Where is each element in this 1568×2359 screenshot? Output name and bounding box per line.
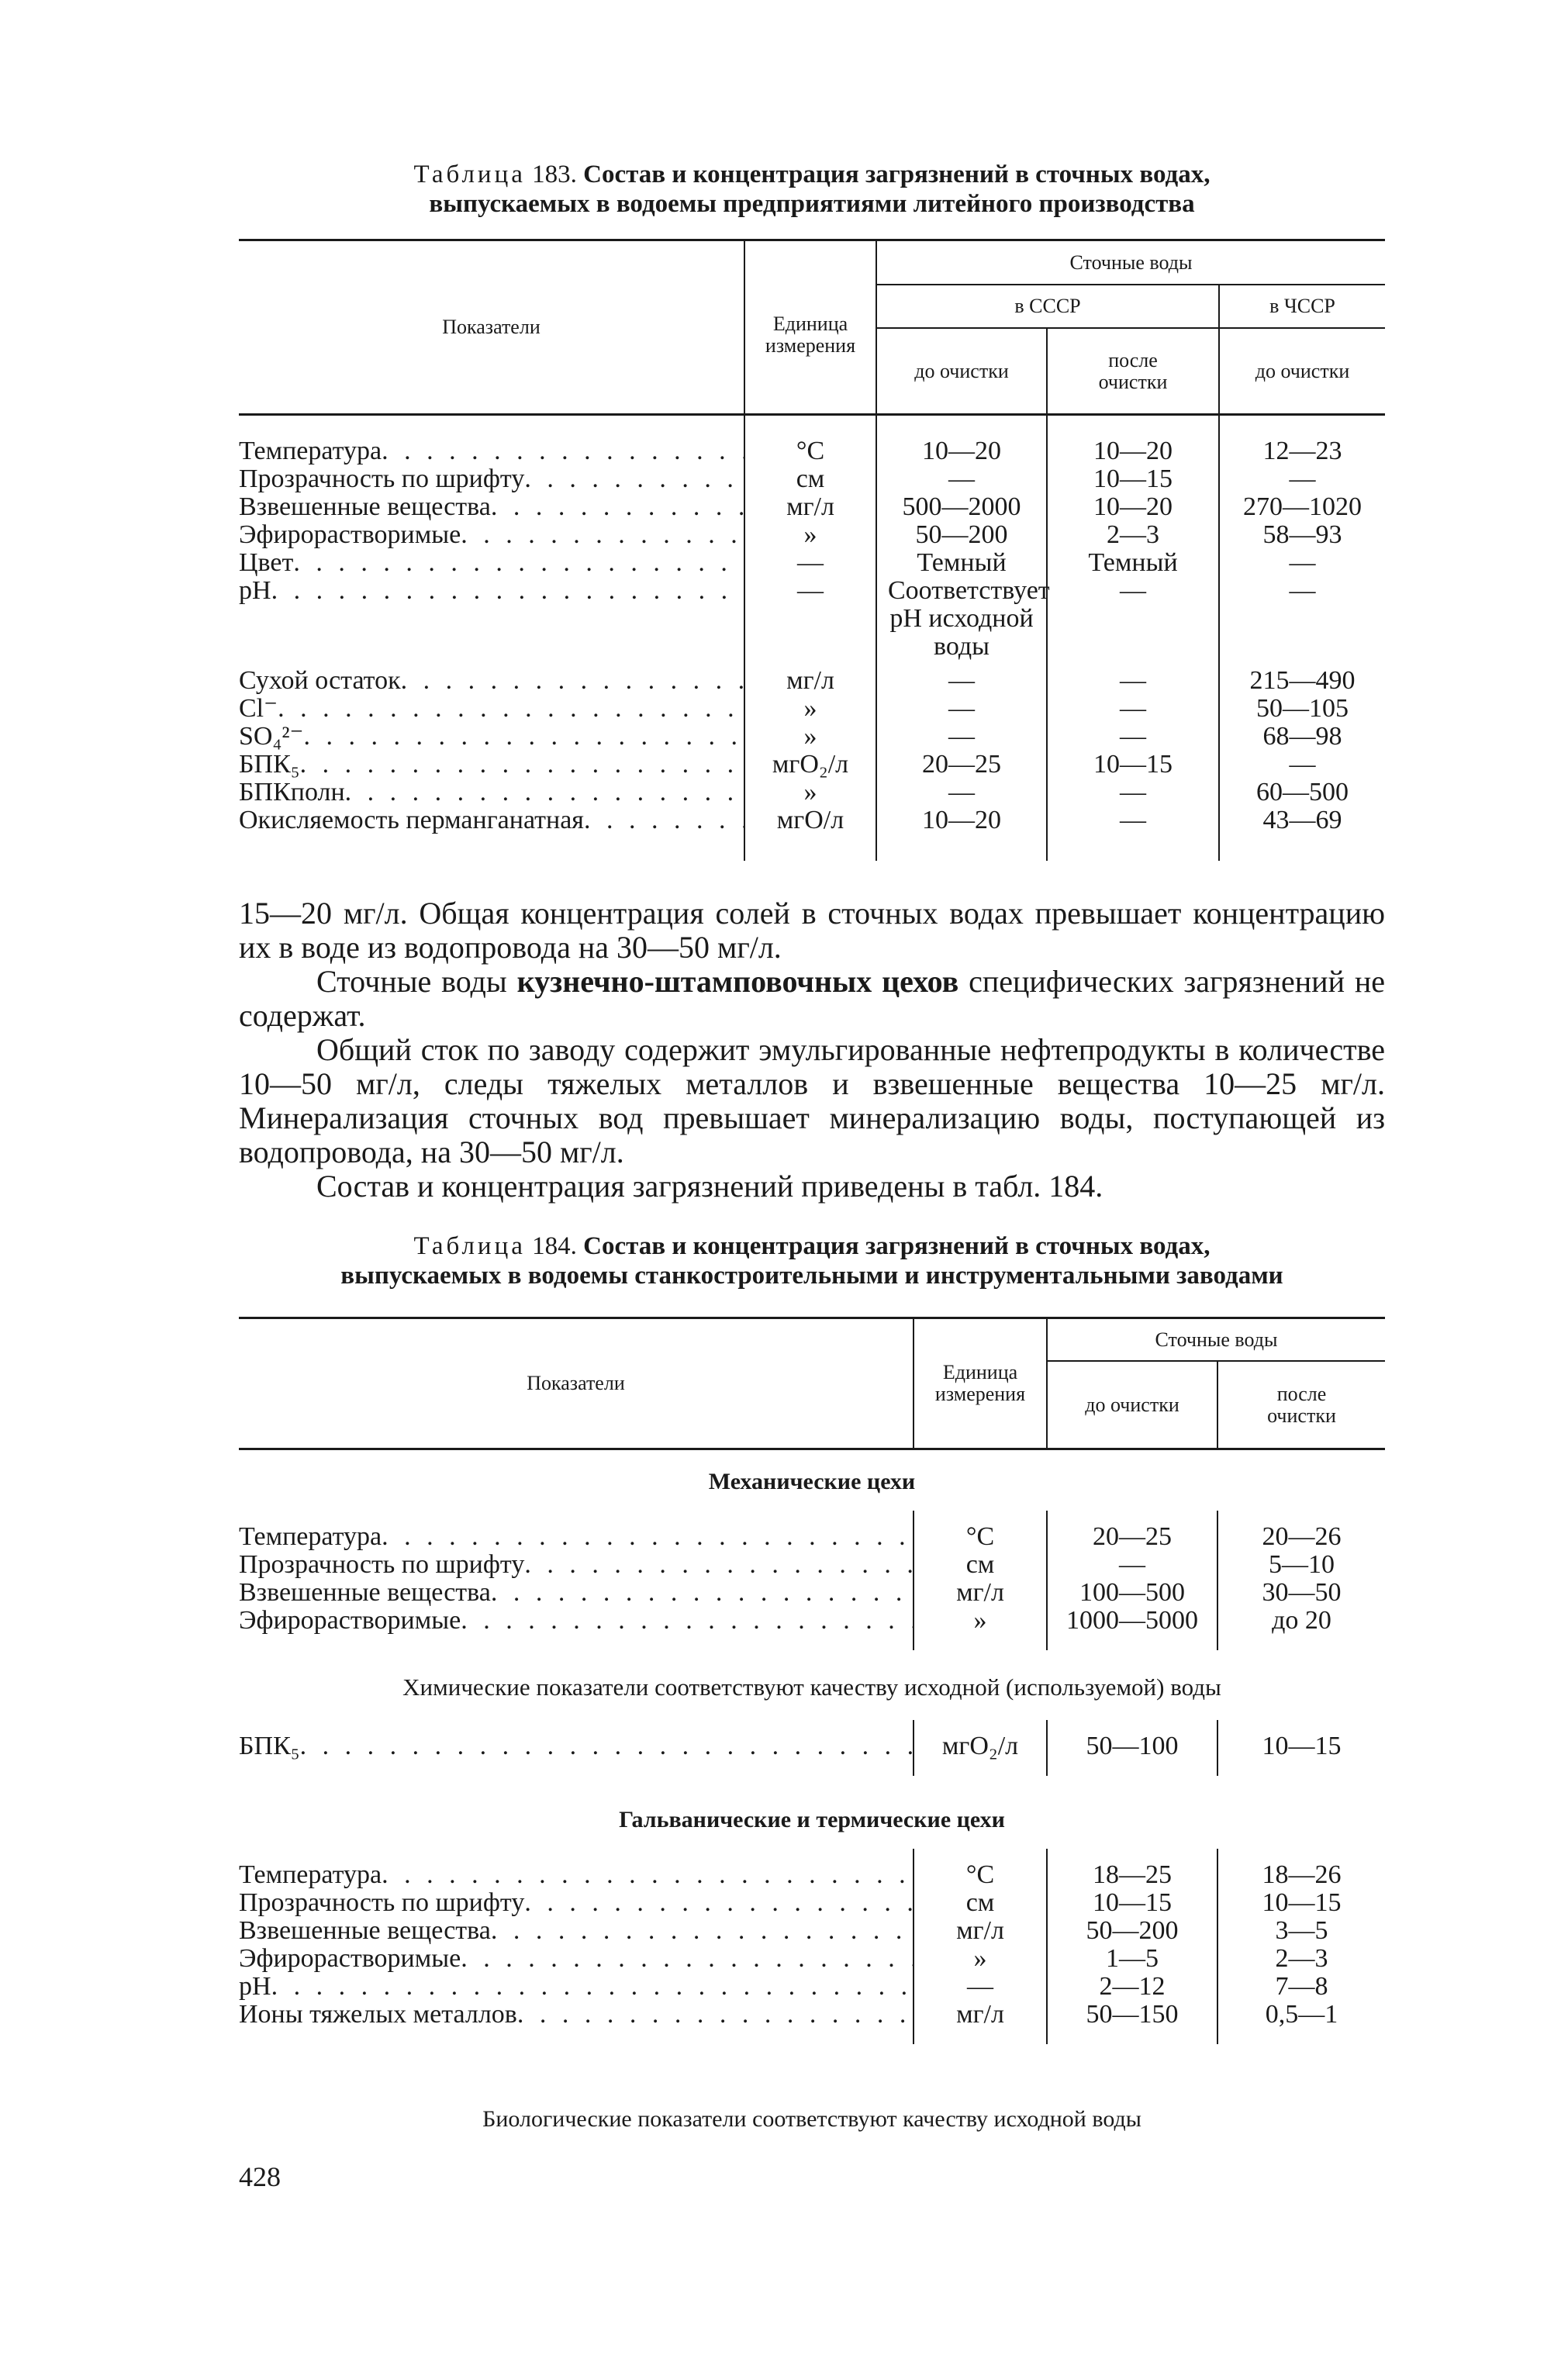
unit-cell: мг/л <box>914 1579 1047 1607</box>
after-cell: — <box>1047 723 1219 751</box>
cz-cell: — <box>1219 465 1385 493</box>
unit-cell: » <box>744 779 876 806</box>
unit-cell: °C <box>914 1511 1047 1551</box>
before-cell: 1—5 <box>1047 1945 1217 1973</box>
unit-cell: — <box>744 577 876 661</box>
after-cell: — <box>1047 661 1219 695</box>
table-row <box>239 465 1385 493</box>
table-row <box>239 806 1385 861</box>
row-label: Прозрачность по шрифту <box>239 465 525 493</box>
after-cell: 5—10 <box>1217 1551 1385 1579</box>
after-cell: 10—15 <box>1047 751 1219 779</box>
p2-lead: Сточные воды <box>316 964 517 999</box>
header-unit: Единица измерения <box>744 241 876 413</box>
after-cell: Темный <box>1047 549 1219 577</box>
row-label: Взвешенные вещества <box>239 1917 491 1945</box>
caption-line-2: выпускаемых в водоемы предприятиями литейного производства <box>429 190 1195 218</box>
table-184-mechanical <box>239 1511 1385 1650</box>
indicator-cell <box>239 416 744 465</box>
indicator-cell <box>239 695 744 723</box>
caption-line-1: Состав и концентрация загрязнений в сточных водах, <box>583 1232 1211 1260</box>
before-cell: 500—2000 <box>876 493 1047 521</box>
row-label: Окисляемость перманганатная <box>239 806 584 834</box>
table-184-header <box>239 1319 1385 1448</box>
unit-cell: мгО₂/л <box>744 751 876 779</box>
unit-cell: » <box>914 1945 1047 1973</box>
row-label: Взвешенные вещества <box>239 1579 491 1607</box>
before-cell: — <box>876 465 1047 493</box>
indicator-cell <box>239 465 744 493</box>
indicator-cell <box>239 1917 914 1945</box>
dot-leader <box>271 577 744 605</box>
row-label: БПК₅ <box>239 1732 300 1760</box>
dot-leader <box>584 806 744 834</box>
table-row <box>239 493 1385 521</box>
paragraph-2 <box>239 965 1385 1033</box>
dot-leader <box>401 667 744 695</box>
indicator-cell <box>239 1511 914 1551</box>
indicator-cell <box>239 661 744 695</box>
indicator-cell <box>239 1973 914 2001</box>
after-cell: 2—3 <box>1217 1945 1385 1973</box>
unit-cell: » <box>744 723 876 751</box>
table-184-bpk <box>239 1720 1385 1776</box>
row-label: Cl⁻ <box>239 695 278 723</box>
dot-leader <box>300 1732 913 1760</box>
table-row <box>239 751 1385 779</box>
header-czech: в ЧССР <box>1219 285 1385 328</box>
row-label: pH <box>239 577 271 605</box>
table-row <box>239 1849 1385 1889</box>
section-mechanical: Механические цехи <box>708 1469 916 1494</box>
header-after: после очистки <box>1047 328 1219 413</box>
dot-leader <box>461 1607 913 1635</box>
cz-cell: — <box>1219 751 1385 779</box>
p2-rest: специфических загрязнений не содержат. <box>239 964 1385 1033</box>
dot-leader <box>524 1889 913 1917</box>
paragraph-3: Общий сток по заводу содержит эмульгированные нефтепродукты в количестве 10—50 мг/л, следы тяжелых металлов и взвешенные вещества 10—25 мг/л. Минерализация сточных вод превышает минерализацию воды, поступающей из водопровода, на 30—50 мг/л. <box>239 1032 1385 1169</box>
row-label: Ионы тяжелых металлов <box>239 2001 517 2029</box>
dot-leader <box>345 779 744 806</box>
table-row <box>239 1720 1385 1776</box>
table-row <box>239 779 1385 806</box>
row-label: БПКполн <box>239 779 345 806</box>
after-cell: 2—3 <box>1047 521 1219 549</box>
before-cell: 50—200 <box>876 521 1047 549</box>
header-indicator: Показатели <box>442 316 541 338</box>
after-cell: 30—50 <box>1217 1579 1385 1607</box>
row-label: pH <box>239 1973 271 2001</box>
caption-label: Таблица <box>413 161 526 188</box>
table-row <box>239 577 1385 661</box>
before-cell: 1000—5000 <box>1047 1607 1217 1650</box>
unit-cell: » <box>914 1607 1047 1650</box>
dot-leader <box>300 751 744 779</box>
indicator-cell <box>239 1607 914 1650</box>
indicator-cell <box>239 751 744 779</box>
before-cell: — <box>876 695 1047 723</box>
before-cell: — <box>876 779 1047 806</box>
after-cell: 10—20 <box>1047 493 1219 521</box>
caption-label: Таблица <box>413 1232 526 1260</box>
before-cell: Темный <box>876 549 1047 577</box>
note-biological: Биологические показатели соответствуют качеству исходной воды <box>482 2106 1141 2132</box>
before-cell: Соответствует pH исходной воды <box>876 577 1047 661</box>
after-cell: 7—8 <box>1217 1973 1385 2001</box>
table-row <box>239 416 1385 465</box>
indicator-cell <box>239 1945 914 1973</box>
before-cell: 50—200 <box>1047 1917 1217 1945</box>
before-cell: — <box>1047 1551 1217 1579</box>
dot-leader <box>461 521 744 549</box>
cz-cell: 60—500 <box>1219 779 1385 806</box>
unit-cell: мгО/л <box>744 806 876 861</box>
dot-leader <box>278 695 744 723</box>
table-184 <box>239 1317 1385 2133</box>
table-184-galvanic <box>239 1849 1385 2044</box>
cz-cell: 270—1020 <box>1219 493 1385 521</box>
caption-number: 184. <box>532 1232 577 1260</box>
table-row <box>239 521 1385 549</box>
before-cell: 2—12 <box>1047 1973 1217 2001</box>
paragraph-1: 15—20 мг/л. Общая концентрация солей в сточных водах превышает концентрацию их в воде из водопровода на 30—50 мг/л. <box>239 896 1385 965</box>
indicator-cell <box>239 549 744 577</box>
cz-cell: — <box>1219 549 1385 577</box>
dot-leader <box>382 1861 913 1889</box>
table-row <box>239 723 1385 751</box>
table-row <box>239 1579 1385 1607</box>
after-cell: — <box>1047 779 1219 806</box>
dot-leader <box>491 1579 913 1607</box>
before-cell: 10—15 <box>1047 1889 1217 1917</box>
header-before: до очистки <box>1047 1361 1217 1448</box>
indicator-cell <box>239 577 744 661</box>
table-row <box>239 549 1385 577</box>
dot-leader <box>517 2001 913 2029</box>
indicator-cell <box>239 1579 914 1607</box>
after-cell: 10—20 <box>1047 416 1219 465</box>
after-cell: до 20 <box>1217 1607 1385 1650</box>
p2-bold: кузнечно-штамповочных цехов <box>516 964 959 999</box>
indicator-cell <box>239 779 744 806</box>
table-row <box>239 1511 1385 1551</box>
row-label: Прозрачность по шрифту <box>239 1551 525 1579</box>
header-ussr: в СССР <box>876 285 1219 328</box>
indicator-cell <box>239 723 744 751</box>
indicator-cell <box>239 1889 914 1917</box>
book-page <box>239 0 1385 2193</box>
cz-cell: 43—69 <box>1219 806 1385 861</box>
after-cell: 10—15 <box>1047 465 1219 493</box>
table-row <box>239 695 1385 723</box>
paragraph-4: Состав и концентрация загрязнений приведены в табл. 184. <box>316 1169 1103 1204</box>
section-galvanic: Гальванические и термические цехи <box>619 1807 1005 1832</box>
row-label: Эфирорастворимые <box>239 1945 461 1973</box>
cz-cell: 12—23 <box>1219 416 1385 465</box>
table-row <box>239 1945 1385 1973</box>
before-cell: 20—25 <box>876 751 1047 779</box>
caption-line-1: Состав и концентрация загрязнений в сточных водах, <box>583 161 1211 188</box>
dot-leader <box>382 1523 913 1551</box>
unit-cell: мгО₂/л <box>914 1720 1047 1776</box>
row-label: Цвет <box>239 549 294 577</box>
table-row <box>239 661 1385 695</box>
after-cell: 18—26 <box>1217 1849 1385 1889</box>
row-label: Прозрачность по шрифту <box>239 1889 525 1917</box>
after-cell: 20—26 <box>1217 1511 1385 1551</box>
table-row <box>239 1917 1385 1945</box>
row-label: Температура <box>239 1861 382 1889</box>
unit-cell: — <box>744 549 876 577</box>
unit-cell: см <box>744 465 876 493</box>
caption-number: 183. <box>532 161 577 188</box>
header-unit: Единица измерения <box>914 1319 1047 1448</box>
dot-leader <box>491 1917 913 1945</box>
before-cell: 50—100 <box>1047 1720 1217 1776</box>
unit-cell: мг/л <box>914 1917 1047 1945</box>
before-cell: — <box>876 723 1047 751</box>
row-label: Эфирорастворимые <box>239 521 461 549</box>
row-label: БПК₅ <box>239 751 300 779</box>
table-183-body <box>239 416 1385 861</box>
indicator-cell <box>239 1720 914 1776</box>
unit-cell: » <box>744 695 876 723</box>
before-cell: 100—500 <box>1047 1579 1217 1607</box>
dot-leader <box>461 1945 913 1973</box>
header-before: до очистки <box>876 328 1047 413</box>
unit-cell: мг/л <box>744 493 876 521</box>
unit-cell: мг/л <box>914 2001 1047 2044</box>
dot-leader <box>271 1973 913 2001</box>
indicator-cell <box>239 2001 914 2044</box>
indicator-cell <box>239 493 744 521</box>
unit-cell: — <box>914 1973 1047 2001</box>
row-label: Температура <box>239 1523 382 1551</box>
before-cell: 10—20 <box>876 416 1047 465</box>
header-before-cz: до очистки <box>1219 328 1385 413</box>
before-cell: 50—150 <box>1047 2001 1217 2044</box>
after-cell: 3—5 <box>1217 1917 1385 1945</box>
unit-cell: °C <box>914 1849 1047 1889</box>
caption-line-2: выпускаемых в водоемы станкостроительными и инструментальными заводами <box>340 1262 1283 1290</box>
table-183-header <box>239 241 1385 413</box>
table-row <box>239 2001 1385 2044</box>
row-label: Взвешенные вещества <box>239 493 491 521</box>
header-wastewater: Сточные воды <box>1047 1319 1385 1361</box>
before-cell: 10—20 <box>876 806 1047 861</box>
cz-cell: 215—490 <box>1219 661 1385 695</box>
table-row <box>239 1607 1385 1650</box>
dot-leader <box>293 549 744 577</box>
dot-leader <box>491 493 744 521</box>
unit-cell: см <box>914 1889 1047 1917</box>
table-184-caption <box>239 1231 1385 1290</box>
before-cell: 20—25 <box>1047 1511 1217 1551</box>
table-row <box>239 1889 1385 1917</box>
dot-leader <box>382 437 744 465</box>
body-text <box>239 896 1385 1204</box>
page-number: 428 <box>239 2161 281 2192</box>
after-cell: — <box>1047 577 1219 661</box>
table-row <box>239 1551 1385 1579</box>
table-183-caption <box>239 160 1385 219</box>
before-cell: — <box>876 661 1047 695</box>
indicator-cell <box>239 521 744 549</box>
row-label: SO₄²⁻ <box>239 723 304 751</box>
unit-cell: » <box>744 521 876 549</box>
unit-cell: °C <box>744 416 876 465</box>
after-cell: — <box>1047 695 1219 723</box>
after-cell: 10—15 <box>1217 1889 1385 1917</box>
dot-leader <box>524 1551 913 1579</box>
indicator-cell <box>239 1551 914 1579</box>
unit-cell: см <box>914 1551 1047 1579</box>
cz-cell: — <box>1219 577 1385 661</box>
dot-leader <box>524 465 744 493</box>
after-cell: — <box>1047 806 1219 861</box>
indicator-cell <box>239 806 744 861</box>
row-label: Сухой остаток <box>239 667 401 695</box>
cz-cell: 58—93 <box>1219 521 1385 549</box>
cz-cell: 50—105 <box>1219 695 1385 723</box>
unit-cell: мг/л <box>744 661 876 695</box>
cz-cell: 68—98 <box>1219 723 1385 751</box>
table-row <box>239 1973 1385 2001</box>
header-after: после очистки <box>1217 1361 1385 1448</box>
table-183 <box>239 239 1385 861</box>
dot-leader <box>303 723 744 751</box>
header-wastewater: Сточные воды <box>876 241 1385 285</box>
after-cell: 0,5—1 <box>1217 2001 1385 2044</box>
before-cell: 18—25 <box>1047 1849 1217 1889</box>
indicator-cell <box>239 1849 914 1889</box>
row-label: Эфирорастворимые <box>239 1607 461 1635</box>
header-indicator: Показатели <box>527 1372 625 1394</box>
note-chemical: Химические показатели соответствуют качеству исходной (используемой) воды <box>402 1673 1221 1701</box>
row-label: Температура <box>239 437 382 465</box>
after-cell: 10—15 <box>1217 1720 1385 1776</box>
